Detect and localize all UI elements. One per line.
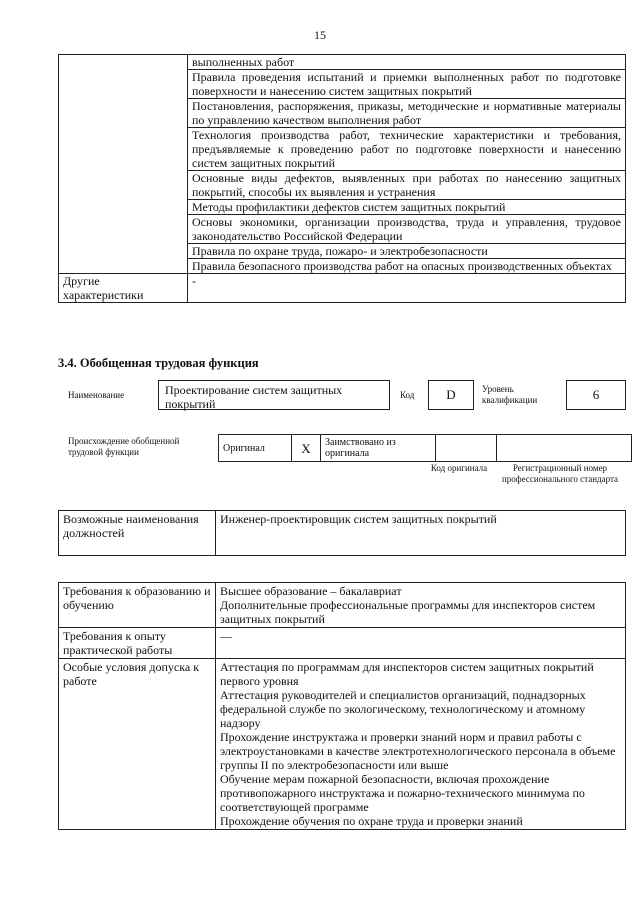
experience-label: Требования к опыту практической работы: [59, 628, 216, 659]
other-characteristics-label: Другие характеристики: [59, 274, 188, 303]
borrowed-label: Заимствовано из оригинала: [321, 435, 436, 462]
requirements-table: [58, 582, 626, 830]
code-caption: Код оригинала: [430, 463, 488, 473]
special-condition-line: Аттестация руководителей и специалистов организаций, поднадзорных федеральной службе по экологическому, технологическому и атомному надзору: [220, 688, 586, 730]
positions-table: [58, 510, 626, 556]
table-row: Постановления, распоряжения, приказы, методические и нормативные материалы по управлению качеством выполнения работ: [188, 99, 626, 128]
section-title: 3.4. Обобщенная трудовая функция: [58, 356, 259, 370]
registration-number-cell: [497, 435, 632, 462]
table-row: Основы экономики, организации производства, труда и управления, трудовое законодательство Российской Федерации: [188, 215, 626, 244]
table-row: Методы профилактики дефектов систем защитных покрытий: [188, 200, 626, 215]
special-condition-line: Обучение мерам пожарной безопасности, включая прохождение противопожарного инструктажа и пожарно-технического минимума по соответствующей программе: [220, 772, 585, 814]
special-conditions-label: Особые условия допуска к работе: [59, 659, 216, 830]
table-row: Технология производства работ, технические характеристики и требования, предъявляемые к проведению работ по подготовке поверхности и нанесению систем защитных покрытий: [188, 128, 626, 171]
original-label: Оригинал: [219, 435, 292, 462]
table-row: Правила проведения испытаний и приемки выполненных работ по подготовке поверхности и нанесению систем защитных покрытий: [188, 70, 626, 99]
code-value: D: [428, 380, 474, 410]
table-row: Правила безопасного производства работ на опасных производственных объектах: [188, 259, 626, 274]
special-conditions-value: [216, 659, 626, 830]
table-row: Основные виды дефектов, выявленных при работах по нанесению защитных покрытий, способы их выявления и устранения: [188, 171, 626, 200]
table-row: Правила по охране труда, пожаро- и электробезопасности: [188, 244, 626, 259]
education-label: Требования к образованию и обучению: [59, 583, 216, 628]
level-label: Уровень квалификации: [482, 384, 538, 405]
education-line: Дополнительные профессиональные программы для инспекторов систем защитных покрытий: [220, 598, 596, 626]
special-condition-line: Прохождение инструктажа и проверки знаний норм и правил работы с электроустановками в качестве электротехнологического персонала в объеме группы II по электробезопасности или выше: [220, 730, 616, 772]
positions-value: Инженер-проектировщик систем защитных покрытий: [216, 511, 626, 556]
origin-label: Происхождение обобщенной трудовой функции: [68, 436, 180, 457]
origin-table: [218, 434, 632, 462]
table-label-cell: [59, 55, 188, 274]
original-code-cell: [436, 435, 497, 462]
education-value: [216, 583, 626, 628]
table-row: выполненных работ: [188, 55, 626, 70]
registration-caption: Регистрационный номер профессионального стандарта: [501, 463, 619, 484]
special-condition-line: Прохождение обучения по охране труда и проверки знаний: [220, 814, 523, 828]
positions-label: Возможные наименования должностей: [59, 511, 216, 556]
education-line: Высшее образование – бакалавриат: [220, 584, 402, 598]
experience-value: —: [216, 628, 626, 659]
other-characteristics-value: -: [188, 274, 626, 303]
special-condition-line: Аттестация по программам для инспекторов систем защитных покрытий первого уровня: [220, 660, 594, 688]
original-mark: X: [292, 435, 321, 462]
level-value: 6: [566, 380, 626, 410]
knowledge-table: [58, 54, 626, 303]
page-number: 15: [314, 28, 326, 42]
code-label: Код: [400, 390, 415, 400]
name-label: Наименование: [68, 390, 125, 400]
name-value: Проектирование систем защитных покрытий: [158, 380, 390, 410]
